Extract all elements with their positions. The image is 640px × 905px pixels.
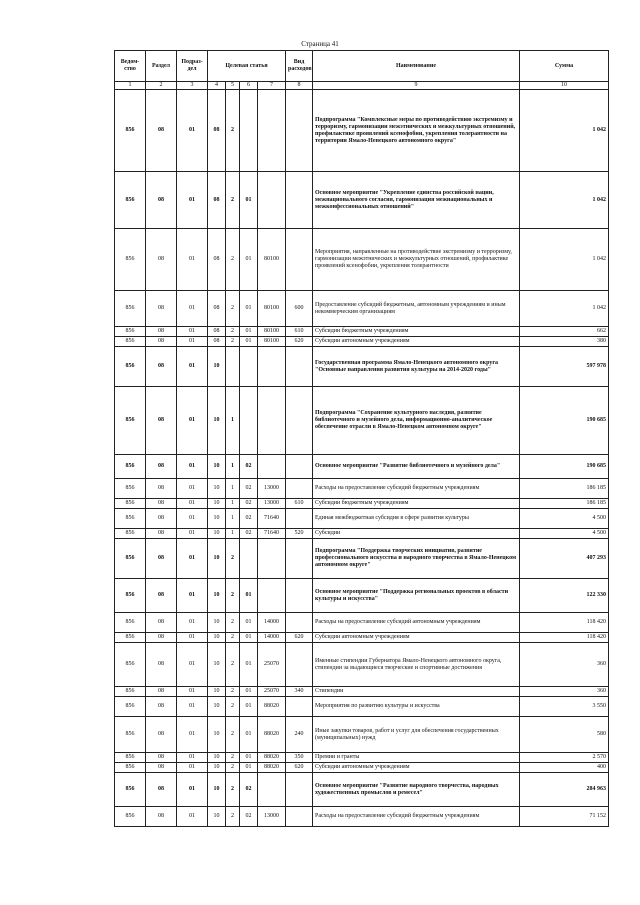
target-part-2-cell: 2 [226, 697, 240, 717]
sum-cell: 3 550 [520, 697, 609, 717]
target-part-2-cell: 1 [226, 509, 240, 529]
target-part-2-cell: 2 [226, 172, 240, 229]
target-part-4-cell: 80100 [258, 291, 286, 327]
table-row [115, 539, 609, 579]
target-part-3-cell: 01 [240, 643, 258, 687]
header-target: Целевая статья [208, 51, 286, 82]
target-part-1-cell: 08 [208, 90, 226, 172]
podrazdel-cell: 01 [177, 90, 208, 172]
vid-cell [286, 773, 313, 807]
vid-cell: 610 [286, 499, 313, 509]
podrazdel-cell: 01 [177, 229, 208, 291]
table-row [115, 717, 609, 753]
name-cell: Основное мероприятие "Поддержка региональных проектов в области культуры и искусства" [313, 579, 520, 613]
column-number: 4 [208, 82, 226, 90]
column-number: 1 [115, 82, 146, 90]
vid-cell [286, 613, 313, 633]
vid-cell [286, 807, 313, 827]
ved-cell: 856 [115, 229, 146, 291]
table-row [115, 172, 609, 229]
column-number: 2 [146, 82, 177, 90]
target-part-2-cell: 1 [226, 387, 240, 455]
table-row [115, 633, 609, 643]
razdel-cell: 08 [146, 687, 177, 697]
ved-cell: 856 [115, 753, 146, 763]
podrazdel-cell: 01 [177, 717, 208, 753]
target-part-3-cell: 01 [240, 327, 258, 337]
target-part-3-cell [240, 539, 258, 579]
sum-cell: 2 570 [520, 753, 609, 763]
target-part-2-cell: 2 [226, 753, 240, 763]
ved-cell: 856 [115, 172, 146, 229]
razdel-cell: 08 [146, 539, 177, 579]
ved-cell: 856 [115, 337, 146, 347]
header-sum: Сумма [520, 51, 609, 82]
name-cell: Государственная программа Ямало-Ненецкого автономного округа "Основные направления развития культуры на 2014-2020 годы" [313, 347, 520, 387]
target-part-4-cell: 13000 [258, 499, 286, 509]
name-cell: Именные стипендии Губернатора Ямало-Ненецкого автономного округа, стипендии за выдающиеся творческие и спортивные достижения [313, 643, 520, 687]
podrazdel-cell: 01 [177, 579, 208, 613]
target-part-1-cell: 10 [208, 763, 226, 773]
podrazdel-cell: 01 [177, 643, 208, 687]
podrazdel-cell: 01 [177, 807, 208, 827]
ved-cell: 856 [115, 291, 146, 327]
vid-cell [286, 579, 313, 613]
podrazdel-cell: 01 [177, 773, 208, 807]
name-cell: Основное мероприятие "Развитие библиотечного и музейного дела" [313, 455, 520, 479]
name-cell: Иные закупки товаров, работ и услуг для обеспечения государственных (муниципальных) нужд [313, 717, 520, 753]
podrazdel-cell: 01 [177, 337, 208, 347]
podrazdel-cell: 01 [177, 633, 208, 643]
table-row [115, 337, 609, 347]
target-part-4-cell: 71640 [258, 529, 286, 539]
column-number-row [115, 82, 609, 90]
target-part-3-cell: 01 [240, 687, 258, 697]
sum-cell: 360 [520, 643, 609, 687]
target-part-2-cell: 1 [226, 479, 240, 499]
razdel-cell: 08 [146, 717, 177, 753]
target-part-2-cell: 2 [226, 763, 240, 773]
razdel-cell: 08 [146, 337, 177, 347]
target-part-1-cell: 10 [208, 717, 226, 753]
table-row [115, 509, 609, 529]
target-part-4-cell: 25070 [258, 643, 286, 687]
vid-cell: 240 [286, 717, 313, 753]
target-part-3-cell: 02 [240, 773, 258, 807]
target-part-4-cell [258, 579, 286, 613]
vid-cell: 600 [286, 291, 313, 327]
razdel-cell: 08 [146, 763, 177, 773]
target-part-2-cell: 1 [226, 529, 240, 539]
target-part-4-cell: 14000 [258, 613, 286, 633]
vid-cell: 620 [286, 633, 313, 643]
table-row [115, 455, 609, 479]
table-row [115, 773, 609, 807]
header-razdel: Раздел [146, 51, 177, 82]
target-part-4-cell: 88020 [258, 697, 286, 717]
razdel-cell: 08 [146, 455, 177, 479]
sum-cell: 186 185 [520, 479, 609, 499]
target-part-4-cell [258, 347, 286, 387]
target-part-4-cell [258, 455, 286, 479]
column-number: 7 [258, 82, 286, 90]
vid-cell [286, 229, 313, 291]
target-part-1-cell: 08 [208, 229, 226, 291]
target-part-1-cell: 10 [208, 643, 226, 687]
target-part-2-cell: 2 [226, 773, 240, 807]
podrazdel-cell: 01 [177, 697, 208, 717]
target-part-2-cell: 1 [226, 499, 240, 509]
target-part-2-cell: 2 [226, 687, 240, 697]
vid-cell [286, 455, 313, 479]
target-part-2-cell: 2 [226, 807, 240, 827]
target-part-1-cell: 10 [208, 499, 226, 509]
target-part-2-cell: 2 [226, 90, 240, 172]
target-part-4-cell: 88020 [258, 763, 286, 773]
target-part-3-cell: 01 [240, 633, 258, 643]
podrazdel-cell: 01 [177, 539, 208, 579]
sum-cell: 4 500 [520, 509, 609, 529]
podrazdel-cell: 01 [177, 291, 208, 327]
sum-cell: 122 330 [520, 579, 609, 613]
column-number: 9 [313, 82, 520, 90]
target-part-2-cell: 2 [226, 633, 240, 643]
name-cell: Субсидии бюджетным учреждениям [313, 499, 520, 509]
target-part-3-cell [240, 90, 258, 172]
name-cell: Субсидии автономным учреждениям [313, 763, 520, 773]
budget-table [114, 50, 609, 827]
table-row [115, 643, 609, 687]
sum-cell: 118 420 [520, 613, 609, 633]
target-part-1-cell: 10 [208, 687, 226, 697]
table-row [115, 613, 609, 633]
table-row [115, 529, 609, 539]
razdel-cell: 08 [146, 172, 177, 229]
target-part-3-cell: 02 [240, 479, 258, 499]
razdel-cell: 08 [146, 387, 177, 455]
name-cell: Субсидии [313, 529, 520, 539]
podrazdel-cell: 01 [177, 509, 208, 529]
name-cell: Премии и гранты [313, 753, 520, 763]
sum-cell: 190 685 [520, 455, 609, 479]
target-part-3-cell: 01 [240, 172, 258, 229]
table-row [115, 763, 609, 773]
vid-cell: 620 [286, 337, 313, 347]
sum-cell: 1 042 [520, 90, 609, 172]
vid-cell [286, 90, 313, 172]
target-part-2-cell: 1 [226, 455, 240, 479]
sum-cell: 580 [520, 717, 609, 753]
ved-cell: 856 [115, 387, 146, 455]
razdel-cell: 08 [146, 327, 177, 337]
target-part-3-cell: 01 [240, 613, 258, 633]
sum-cell: 284 963 [520, 773, 609, 807]
ved-cell: 856 [115, 455, 146, 479]
target-part-4-cell: 80100 [258, 327, 286, 337]
target-part-2-cell: 2 [226, 717, 240, 753]
sum-cell: 4 500 [520, 529, 609, 539]
target-part-1-cell: 10 [208, 633, 226, 643]
sum-cell: 1 042 [520, 229, 609, 291]
table-row [115, 479, 609, 499]
vid-cell [286, 643, 313, 687]
name-cell: Мероприятия, направленные на противодействие экстремизму и терроризму, гармонизации межэтнических и межкультурных отношений, профилактике проявлений ксенофобии, укрепления толерантности [313, 229, 520, 291]
sum-cell: 71 152 [520, 807, 609, 827]
target-part-4-cell [258, 387, 286, 455]
target-part-3-cell [240, 387, 258, 455]
name-cell: Субсидии автономным учреждениям [313, 337, 520, 347]
target-part-1-cell: 10 [208, 773, 226, 807]
name-cell: Подпрограмма "Комплексные меры по противодействию экстремизму и терроризму, гармонизации межэтнических и межкультурных отношений, профилактике проявлений ксенофобии, укрепления толерантности на территории Ямало-Ненецкого автономного округа" [313, 90, 520, 172]
podrazdel-cell: 01 [177, 479, 208, 499]
razdel-cell: 08 [146, 347, 177, 387]
target-part-3-cell: 01 [240, 579, 258, 613]
table-row [115, 387, 609, 455]
vid-cell [286, 539, 313, 579]
table-row [115, 90, 609, 172]
razdel-cell: 08 [146, 753, 177, 763]
target-part-4-cell: 13000 [258, 807, 286, 827]
name-cell: Расходы на предоставление субсидий бюджетным учреждениям [313, 479, 520, 499]
target-part-4-cell [258, 90, 286, 172]
target-part-3-cell: 01 [240, 337, 258, 347]
target-part-3-cell: 01 [240, 717, 258, 753]
target-part-1-cell: 10 [208, 479, 226, 499]
razdel-cell: 08 [146, 509, 177, 529]
ved-cell: 856 [115, 347, 146, 387]
target-part-1-cell: 10 [208, 539, 226, 579]
target-part-1-cell: 10 [208, 455, 226, 479]
table-row [115, 229, 609, 291]
podrazdel-cell: 01 [177, 387, 208, 455]
table-row [115, 753, 609, 763]
target-part-3-cell: 01 [240, 229, 258, 291]
table-row [115, 327, 609, 337]
razdel-cell: 08 [146, 229, 177, 291]
podrazdel-cell: 01 [177, 455, 208, 479]
table-row [115, 687, 609, 697]
header-name: Наименование [313, 51, 520, 82]
ved-cell: 856 [115, 807, 146, 827]
target-part-2-cell: 2 [226, 539, 240, 579]
target-part-1-cell: 10 [208, 579, 226, 613]
target-part-3-cell: 01 [240, 697, 258, 717]
column-number: 5 [226, 82, 240, 90]
target-part-2-cell: 2 [226, 291, 240, 327]
podrazdel-cell: 01 [177, 347, 208, 387]
header-row [115, 51, 609, 82]
razdel-cell: 08 [146, 529, 177, 539]
ved-cell: 856 [115, 633, 146, 643]
column-number: 10 [520, 82, 609, 90]
target-part-3-cell: 02 [240, 807, 258, 827]
sum-cell: 380 [520, 337, 609, 347]
sum-cell: 360 [520, 687, 609, 697]
target-part-4-cell [258, 539, 286, 579]
header-ved: Ведом-ство [115, 51, 146, 82]
podrazdel-cell: 01 [177, 753, 208, 763]
ved-cell: 856 [115, 499, 146, 509]
page-number-label: Страница 41 [301, 40, 339, 48]
name-cell: Основное мероприятие "Укрепление единства российской нации, межнационального согласия, гармонизация межнациональных и межконфессиональных отношений" [313, 172, 520, 229]
razdel-cell: 08 [146, 90, 177, 172]
column-number: 3 [177, 82, 208, 90]
target-part-4-cell [258, 172, 286, 229]
sum-cell: 1 042 [520, 291, 609, 327]
name-cell: Единая межбюджетная субсидия в сфере развития культуры [313, 509, 520, 529]
target-part-3-cell [240, 347, 258, 387]
podrazdel-cell: 01 [177, 327, 208, 337]
table-row [115, 347, 609, 387]
ved-cell: 856 [115, 763, 146, 773]
podrazdel-cell: 01 [177, 613, 208, 633]
name-cell: Подпрограмма "Сохранение культурного наследия, развитие библиотечного и музейного дела, информационно-аналитическое обеспечение отрасли в Ямало-Ненецком автономном округе" [313, 387, 520, 455]
target-part-3-cell: 02 [240, 499, 258, 509]
name-cell: Мероприятия по развитию культуры и искусства [313, 697, 520, 717]
ved-cell: 856 [115, 697, 146, 717]
target-part-3-cell: 01 [240, 291, 258, 327]
target-part-4-cell: 80100 [258, 337, 286, 347]
razdel-cell: 08 [146, 479, 177, 499]
podrazdel-cell: 01 [177, 499, 208, 509]
target-part-1-cell: 08 [208, 291, 226, 327]
ved-cell: 856 [115, 327, 146, 337]
razdel-cell: 08 [146, 643, 177, 687]
table-row [115, 579, 609, 613]
target-part-2-cell: 2 [226, 229, 240, 291]
target-part-4-cell: 71640 [258, 509, 286, 529]
name-cell: Подпрограмма "Поддержка творческих инициатив, развитие профессионального искусства и народного творчества в Ямало-Ненецком автономном округе" [313, 539, 520, 579]
target-part-3-cell: 02 [240, 509, 258, 529]
podrazdel-cell: 01 [177, 687, 208, 697]
target-part-4-cell: 88020 [258, 753, 286, 763]
ved-cell: 856 [115, 613, 146, 633]
header-vid: Вид расходов [286, 51, 313, 82]
target-part-2-cell: 2 [226, 579, 240, 613]
table-row [115, 291, 609, 327]
razdel-cell: 08 [146, 613, 177, 633]
ved-cell: 856 [115, 90, 146, 172]
header-podrazdel: Подраз-дел [177, 51, 208, 82]
target-part-2-cell: 2 [226, 337, 240, 347]
sum-cell: 186 185 [520, 499, 609, 509]
name-cell: Стипендии [313, 687, 520, 697]
target-part-2-cell: 2 [226, 613, 240, 633]
target-part-1-cell: 10 [208, 347, 226, 387]
target-part-2-cell [226, 347, 240, 387]
target-part-1-cell: 10 [208, 753, 226, 763]
sum-cell: 190 685 [520, 387, 609, 455]
sum-cell: 407 293 [520, 539, 609, 579]
target-part-1-cell: 10 [208, 509, 226, 529]
razdel-cell: 08 [146, 773, 177, 807]
target-part-3-cell: 02 [240, 529, 258, 539]
name-cell: Субсидии бюджетным учреждениям [313, 327, 520, 337]
sum-cell: 662 [520, 327, 609, 337]
vid-cell: 610 [286, 327, 313, 337]
target-part-4-cell: 14000 [258, 633, 286, 643]
razdel-cell: 08 [146, 697, 177, 717]
ved-cell: 856 [115, 773, 146, 807]
table-row [115, 807, 609, 827]
ved-cell: 856 [115, 509, 146, 529]
vid-cell [286, 172, 313, 229]
ved-cell: 856 [115, 687, 146, 697]
target-part-3-cell: 02 [240, 455, 258, 479]
target-part-4-cell: 25070 [258, 687, 286, 697]
sum-cell: 1 042 [520, 172, 609, 229]
ved-cell: 856 [115, 539, 146, 579]
target-part-1-cell: 10 [208, 807, 226, 827]
ved-cell: 856 [115, 579, 146, 613]
ved-cell: 856 [115, 529, 146, 539]
name-cell: Расходы на предоставление субсидий бюджетным учреждениям [313, 807, 520, 827]
ved-cell: 856 [115, 717, 146, 753]
target-part-4-cell: 13000 [258, 479, 286, 499]
name-cell: Субсидии автономным учреждениям [313, 633, 520, 643]
target-part-1-cell: 10 [208, 697, 226, 717]
table-row [115, 499, 609, 509]
table-body [115, 90, 609, 827]
target-part-4-cell [258, 773, 286, 807]
vid-cell [286, 509, 313, 529]
sum-cell: 597 978 [520, 347, 609, 387]
name-cell: Расходы на предоставление субсидий автономным учреждениям [313, 613, 520, 633]
column-number: 8 [286, 82, 313, 90]
column-number: 6 [240, 82, 258, 90]
table-row [115, 697, 609, 717]
ved-cell: 856 [115, 643, 146, 687]
razdel-cell: 08 [146, 579, 177, 613]
target-part-4-cell: 88020 [258, 717, 286, 753]
name-cell: Основное мероприятие "Развитие народного творчества, народных художественных промыслов и ремесел" [313, 773, 520, 807]
podrazdel-cell: 01 [177, 172, 208, 229]
vid-cell [286, 387, 313, 455]
target-part-1-cell: 10 [208, 529, 226, 539]
vid-cell [286, 347, 313, 387]
vid-cell: 340 [286, 687, 313, 697]
target-part-2-cell: 2 [226, 327, 240, 337]
sum-cell: 400 [520, 763, 609, 773]
target-part-4-cell: 80100 [258, 229, 286, 291]
target-part-1-cell: 08 [208, 337, 226, 347]
razdel-cell: 08 [146, 291, 177, 327]
razdel-cell: 08 [146, 807, 177, 827]
vid-cell [286, 697, 313, 717]
vid-cell: 350 [286, 753, 313, 763]
ved-cell: 856 [115, 479, 146, 499]
razdel-cell: 08 [146, 499, 177, 509]
target-part-1-cell: 08 [208, 172, 226, 229]
target-part-3-cell: 01 [240, 753, 258, 763]
target-part-1-cell: 10 [208, 387, 226, 455]
target-part-3-cell: 01 [240, 763, 258, 773]
target-part-2-cell: 2 [226, 643, 240, 687]
vid-cell [286, 479, 313, 499]
target-part-1-cell: 08 [208, 327, 226, 337]
name-cell: Предоставление субсидий бюджетным, автономным учреждениям и иным некоммерческим организациям [313, 291, 520, 327]
vid-cell: 520 [286, 529, 313, 539]
razdel-cell: 08 [146, 633, 177, 643]
vid-cell: 620 [286, 763, 313, 773]
sum-cell: 118 420 [520, 633, 609, 643]
podrazdel-cell: 01 [177, 529, 208, 539]
podrazdel-cell: 01 [177, 763, 208, 773]
target-part-1-cell: 10 [208, 613, 226, 633]
